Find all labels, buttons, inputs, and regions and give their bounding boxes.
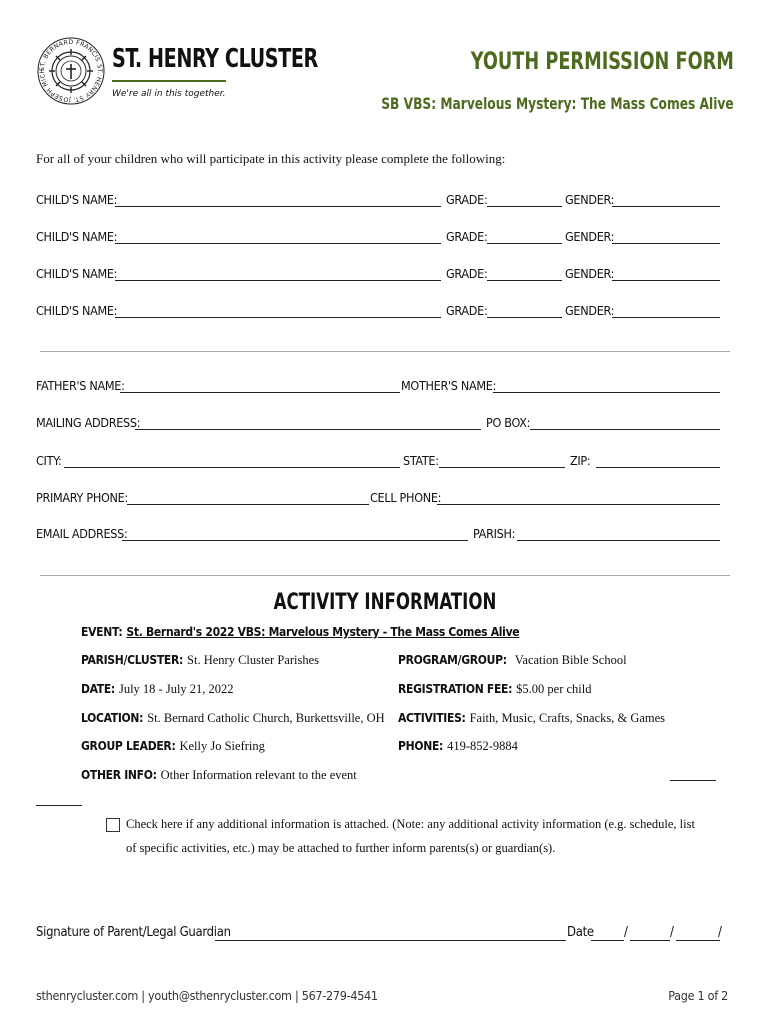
child-name-label-3: CHILD'S NAME: (36, 266, 118, 281)
event-label: EVENT: (81, 625, 123, 639)
grade-field-4[interactable] (487, 317, 562, 318)
parish-cluster-value: St. Henry Cluster Parishes (187, 653, 319, 667)
date-value: July 18 - July 21, 2022 (118, 682, 234, 696)
other-info-value: Other Information relevant to the event (160, 768, 357, 782)
phone-row (398, 737, 518, 755)
fee-label: REGISTRATION FEE: (398, 682, 513, 696)
grade-label-2: GRADE: (446, 229, 488, 244)
parish-cluster-label: PARISH/CLUSTER: (81, 653, 184, 667)
footer-page-number: Page 1 of 2 (668, 988, 728, 1003)
form-title: YOUTH PERMISSION FORM (470, 47, 734, 75)
program-value: Vacation Bible School (514, 653, 627, 667)
child-name-label-1: CHILD'S NAME: (36, 192, 118, 207)
date-sep-3: / (718, 925, 722, 940)
logo-ring-text: ST. BERNARD FRANCIS ST. HENRY ST. JOSEPH MICH (38, 38, 104, 104)
grade-field-2[interactable] (487, 243, 562, 244)
parish-cluster-row (81, 651, 319, 669)
grade-field-1[interactable] (487, 206, 562, 207)
child-name-label-4: CHILD'S NAME: (36, 303, 118, 318)
cell-phone-label: CELL PHONE: (370, 490, 442, 505)
org-name: ST. HENRY CLUSTER (112, 44, 318, 74)
other-info-rule-right (670, 780, 716, 781)
attachment-note-line2: of specific activities, etc.) may be attached to further inform parents(s) or guardian(s). (126, 841, 556, 855)
footer-contact: sthenrycluster.com | youth@sthenrycluster.com | 567-279-4541 (36, 988, 378, 1003)
gender-field-2[interactable] (612, 243, 720, 244)
phone-label: PHONE: (398, 739, 444, 753)
child-name-field-4[interactable] (115, 317, 441, 318)
gender-field-4[interactable] (612, 317, 720, 318)
email-field[interactable] (122, 540, 468, 541)
child-name-field-1[interactable] (115, 206, 441, 207)
grade-label-1: GRADE: (446, 192, 488, 207)
signature-label: Signature of Parent/Legal Guardian (36, 925, 231, 940)
gender-label-3: GENDER: (565, 266, 615, 281)
fee-value: $5.00 per child (516, 682, 592, 696)
primary-phone-field[interactable] (127, 504, 369, 505)
date-sign-label: Date (567, 925, 594, 940)
mother-label: MOTHER'S NAME: (401, 378, 497, 393)
sign-date-year-field[interactable] (676, 940, 720, 941)
grade-label-4: GRADE: (446, 303, 488, 318)
email-label: EMAIL ADDRESS: (36, 526, 128, 541)
city-field[interactable] (64, 467, 400, 468)
date-sep-1: / (624, 925, 628, 940)
location-value: St. Bernard Catholic Church, Burkettsville, OH (147, 711, 385, 725)
gender-label-4: GENDER: (565, 303, 615, 318)
parish-field[interactable] (517, 540, 720, 541)
leader-row (81, 737, 265, 755)
parish-label: PARISH: (473, 526, 516, 541)
tagline: We're all in this together. (112, 89, 226, 99)
date-row (81, 680, 234, 698)
mailing-label: MAILING ADDRESS: (36, 415, 141, 430)
mailing-address-field[interactable] (135, 429, 481, 430)
activities-value: Faith, Music, Crafts, Snacks, & Games (469, 711, 666, 725)
other-info-row (81, 766, 357, 784)
other-info-label: OTHER INFO: (81, 768, 157, 782)
section-divider-2 (40, 575, 730, 576)
activities-row (398, 709, 665, 727)
gender-label-1: GENDER: (565, 192, 615, 207)
date-label: DATE: (81, 682, 115, 696)
intro-text: For all of your children who will participate in this activity please complete the following: (36, 151, 506, 166)
signature-field[interactable] (215, 940, 566, 941)
gender-field-1[interactable] (612, 206, 720, 207)
logo-underline (112, 80, 226, 82)
city-label: CITY: (36, 453, 62, 468)
father-label: FATHER'S NAME: (36, 378, 125, 393)
child-name-field-3[interactable] (115, 280, 441, 281)
pobox-field[interactable] (530, 429, 720, 430)
child-name-label-2: CHILD'S NAME: (36, 229, 118, 244)
location-row (81, 709, 385, 727)
section-divider (40, 351, 730, 352)
fee-row (398, 680, 591, 698)
program-row (398, 651, 627, 669)
zip-field[interactable] (596, 467, 720, 468)
cluster-logo (36, 36, 106, 106)
state-field[interactable] (439, 467, 565, 468)
leader-value: Kelly Jo Siefring (179, 739, 265, 753)
activities-label: ACTIVITIES: (398, 711, 466, 725)
attachment-checkbox[interactable] (106, 818, 120, 832)
event-row (81, 623, 519, 641)
grade-label-3: GRADE: (446, 266, 488, 281)
date-sep-2: / (670, 925, 674, 940)
child-name-field-2[interactable] (115, 243, 441, 244)
gender-field-3[interactable] (612, 280, 720, 281)
event-value: St. Bernard's 2022 VBS: Marvelous Mystery - The Mass Comes Alive (126, 625, 520, 639)
gender-label-2: GENDER: (565, 229, 615, 244)
other-info-rule-left (36, 805, 82, 806)
attachment-note-line1: Check here if any additional information is attached. (Note: any additional activity information (e.g. schedule, list (126, 817, 695, 831)
father-name-field[interactable] (120, 392, 400, 393)
cell-phone-field[interactable] (437, 504, 720, 505)
phone-value: 419-852-9884 (447, 739, 518, 753)
state-label: STATE: (403, 453, 439, 468)
zip-label: ZIP: (570, 453, 591, 468)
grade-field-3[interactable] (487, 280, 562, 281)
form-subtitle: SB VBS: Marvelous Mystery: The Mass Comes Alive (381, 94, 734, 113)
activity-heading: ACTIVITY INFORMATION (273, 590, 497, 615)
program-label: PROGRAM/GROUP: (398, 653, 507, 667)
sign-date-day-field[interactable] (630, 940, 670, 941)
sign-date-month-field[interactable] (591, 940, 624, 941)
mother-name-field[interactable] (493, 392, 720, 393)
location-label: LOCATION: (81, 711, 144, 725)
pobox-label: PO BOX: (486, 415, 531, 430)
primary-phone-label: PRIMARY PHONE: (36, 490, 128, 505)
leader-label: GROUP LEADER: (81, 739, 176, 753)
